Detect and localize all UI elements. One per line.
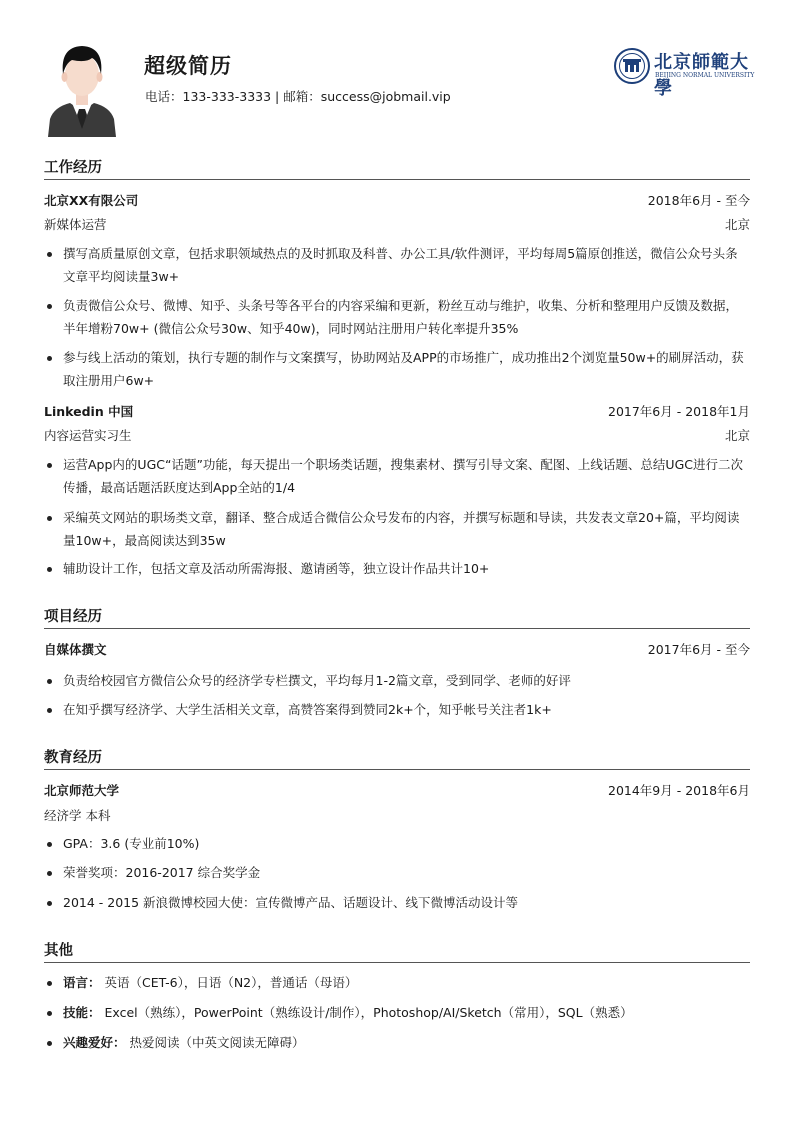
list-item: 采编英文网站的职场类文章，翻译、整合成适合微信公众号发布的内容，并撰写标题和导读，共发表文章20+篇，平均阅读量10w+，最高阅读达到35w <box>44 507 750 552</box>
university-logo <box>614 47 755 99</box>
job-title: 新媒体运营 <box>44 217 107 232</box>
university-logo-cn: 北京師範大學 <box>654 52 749 99</box>
section-divider <box>44 769 750 770</box>
other-value: 热爱阅读（中英文阅读无障碍） <box>129 1035 305 1050</box>
bullet-icon <box>47 567 52 572</box>
list-item: 负责微信公众号、微博、知乎、头条号等各平台的内容采编和更新，粉丝互动与维护，收集、分析和整理用户反馈及数据，半年增粉70w+ (微信公众号30w、知乎40w)，同时网站注册用户转化率提升35% <box>44 295 750 340</box>
work-item-header <box>44 191 750 209</box>
university-logo-en: BEIJING NORMAL UNIVERSITY <box>655 72 755 79</box>
work-item-subheader <box>44 426 750 444</box>
bullet-icon <box>47 1011 52 1016</box>
section-divider <box>44 179 750 180</box>
bullet-icon <box>47 708 52 713</box>
section-divider <box>44 962 750 963</box>
work-item-subheader <box>44 215 750 233</box>
project-item-header <box>44 640 750 658</box>
list-item: 辅助设计工作，包括文章及活动所需海报、邀请函等，独立设计作品共计10+ <box>44 558 750 581</box>
list-item: 参与线上活动的策划，执行专题的制作与文案撰写，协助网站及APP的市场推广，成功推出2个浏览量50w+的刷屏活动，获取注册用户6w+ <box>44 347 750 392</box>
other-key: 兴趣爱好： <box>63 1035 126 1050</box>
bullet-icon <box>47 901 52 906</box>
section-title-work: 工作经历 <box>44 160 102 176</box>
other-key: 语言： <box>63 975 101 990</box>
bullet-icon <box>47 679 52 684</box>
list-item: 运营App内的UGC“话题”功能，每天提出一个职场类话题，搜集素材、撰写引导文案、配图、上线话题、总结UGC进行二次传播，最高话题活跃度达到App全站的1/4 <box>44 454 750 499</box>
project-name: 自媒体撰文 <box>44 642 107 657</box>
school-name: 北京师范大学 <box>44 783 120 798</box>
list-item <box>44 972 750 995</box>
job-location: 北京 <box>724 428 750 443</box>
section-title-other: 其他 <box>44 943 73 959</box>
education-item-subheader <box>44 806 750 824</box>
list-item: 荣誉奖项：2016-2017 综合奖学金 <box>44 862 750 885</box>
education-item-header <box>44 781 750 799</box>
list-item: 撰写高质量原创文章，包括求职领域热点的及时抓取及科普、办公工具/软件测评，平均每周5篇原创推送，微信公众号头条文章平均阅读量3w+ <box>44 243 750 288</box>
section-title-education: 教育经历 <box>44 750 102 766</box>
bullet-icon <box>47 516 52 521</box>
section-divider <box>44 628 750 629</box>
list-item: GPA：3.6 (专业前10%) <box>44 833 750 856</box>
avatar <box>46 41 118 137</box>
job-title: 内容运营实习生 <box>44 428 132 443</box>
bullet-icon <box>47 463 52 468</box>
degree: 经济学 本科 <box>44 808 111 823</box>
bullet-icon <box>47 871 52 876</box>
list-item: 负责给校园官方微信公众号的经济学专栏撰文，平均每月1-2篇文章，受到同学、老师的好评 <box>44 670 750 693</box>
other-value: Excel（熟练），PowerPoint（熟练设计/制作），Photoshop/AI/Sketch（常用），SQL（熟悉） <box>104 1005 633 1020</box>
bullet-icon <box>47 304 52 309</box>
other-key: 技能： <box>63 1005 101 1020</box>
list-item <box>44 1032 750 1055</box>
list-item: 2014 - 2015 新浪微博校园大使：宣传微博产品、话题设计、线下微博活动设计等 <box>44 892 750 915</box>
bullet-icon <box>47 1041 52 1046</box>
avatar-illustration <box>46 41 118 137</box>
resume-name: 超级简历 <box>144 54 232 78</box>
bullet-icon <box>47 981 52 986</box>
section-title-project: 项目经历 <box>44 609 102 625</box>
company-name: Linkedin 中国 <box>44 404 134 419</box>
date-range: 2017年6月 - 至今 <box>647 642 750 657</box>
date-range: 2017年6月 - 2018年1月 <box>608 404 750 419</box>
date-range: 2014年9月 - 2018年6月 <box>608 783 750 798</box>
job-location: 北京 <box>724 217 750 232</box>
list-item: 在知乎撰写经济学、大学生活相关文章，高赞答案得到赞同2k+个，知乎帐号关注者1k+ <box>44 699 750 722</box>
bullet-icon <box>47 842 52 847</box>
company-name: 北京XX有限公司 <box>44 193 139 208</box>
contact-info: 电话：133-333-3333 | 邮箱：success@jobmail.vip <box>145 89 451 104</box>
list-item <box>44 1002 750 1025</box>
other-value: 英语（CET-6），日语（N2），普通话（母语） <box>104 975 358 990</box>
date-range: 2018年6月 - 至今 <box>647 193 750 208</box>
bullet-icon <box>47 356 52 361</box>
work-item-header <box>44 402 750 420</box>
bullet-icon <box>47 252 52 257</box>
